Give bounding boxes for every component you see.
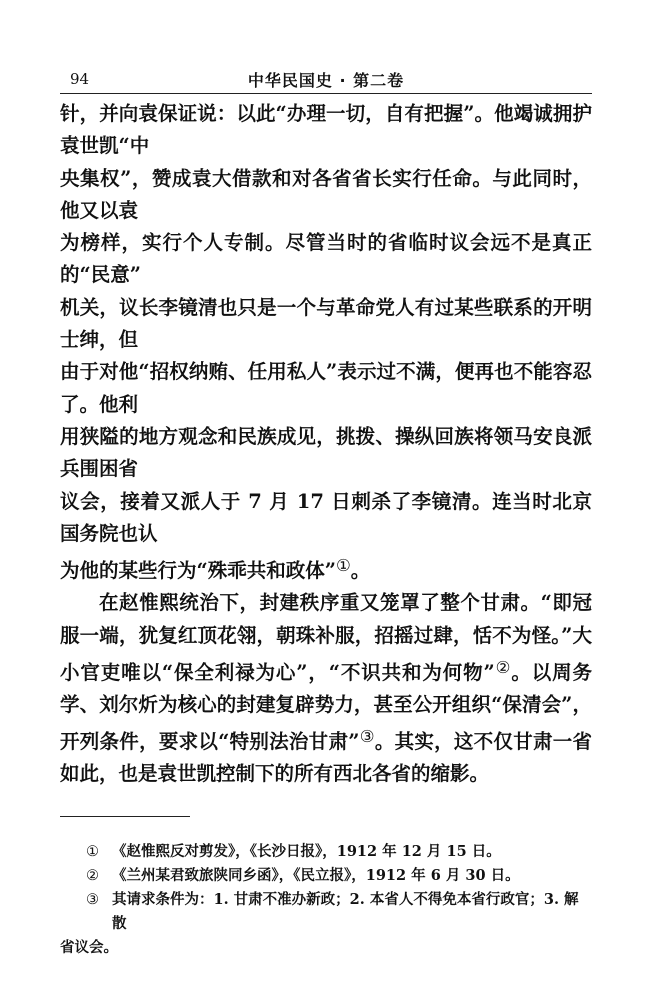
footnote-ref-1: ① xyxy=(335,556,351,576)
p1-end: 。 xyxy=(350,558,371,582)
p1-line: 议会，接着又派人于 7 月 17 日刺杀了李镜清。连当时北京国务院也认 xyxy=(60,489,592,545)
header-rule xyxy=(60,93,592,94)
footnote-mark: ② xyxy=(86,868,99,884)
p1-line: 用狭隘的地方观念和民族成见，挑拨、操纵回族将领马安良派兵围困省 xyxy=(60,424,592,481)
footnote-text: 《兰州某君致旅陕同乡函》，《民立报》，1912 年 6 月 30 日。 xyxy=(112,867,520,884)
footnote-3-continuation xyxy=(60,936,592,960)
page-number: 94 xyxy=(70,70,90,88)
footnotes xyxy=(60,840,592,960)
running-title: 中华民国史 · 第二卷 xyxy=(247,71,405,90)
p1-line: 为他的某些行为“殊乖共和政体” xyxy=(60,558,336,582)
footnote-mark: ① xyxy=(86,844,99,860)
footnote-2 xyxy=(60,864,592,888)
p1-line: 央集权”，赞成袁大借款和对各省省长实行任命。与此同时，他又以袁 xyxy=(60,166,592,222)
paragraph-2 xyxy=(60,587,592,790)
footnote-text: 其请求条件为：1. 甘肃不准办新政；2. 本省人不得免本省行政官；3. 解散 xyxy=(112,891,579,932)
footnote-text: 《赵惟熙反对剪发》，《长沙日报》，1912 年 12 月 15 日。 xyxy=(112,843,501,860)
p1-line: 针，并向袁保证说：以此“办理一切，自有把握”。他竭诚拥护袁世凯“中 xyxy=(60,102,592,158)
footnote-1 xyxy=(60,840,592,864)
footnote-3 xyxy=(60,888,592,936)
p1-line: 为榜样，实行个人专制。尽管当时的省临时议会远不是真正的“民意” xyxy=(60,231,592,287)
p1-line: 由于对他“招权纳贿、任用私人”表示过不满，便再也不能容忍了。他利 xyxy=(60,360,592,416)
footnote-text: 省议会。 xyxy=(60,939,118,956)
page-header xyxy=(60,64,592,94)
body-text xyxy=(60,98,592,791)
p2-text-a: 在赵惟熙统治下，封建秩序重又笼罩了整个甘肃。“即冠服一端，犹复红顶花翎，朝珠补服，招摇过肆，恬不为怪。”大小官吏唯以“保全利禄为心”，“不识共和为何物” xyxy=(60,591,592,684)
footnote-ref-2: ② xyxy=(494,657,512,677)
footnote-ref-3: ③ xyxy=(359,727,375,747)
p2-text-c: 。其实，这不仅甘肃一省如此，也是袁世凯控制下的所有西北各省的缩影。 xyxy=(60,730,592,786)
p1-line: 机关，议长李镜清也只是一个与革命党人有过某些联系的开明士绅，但 xyxy=(60,295,592,352)
paragraph-1 xyxy=(60,98,592,587)
footnote-mark: ③ xyxy=(86,892,99,908)
footnote-rule xyxy=(60,816,190,817)
p2-text-b: 。以周务学、刘尔炘为核心的封建复辟势力，甚至公开组织“保清会”，开列条件，要求以“特别法治甘肃” xyxy=(60,660,592,754)
